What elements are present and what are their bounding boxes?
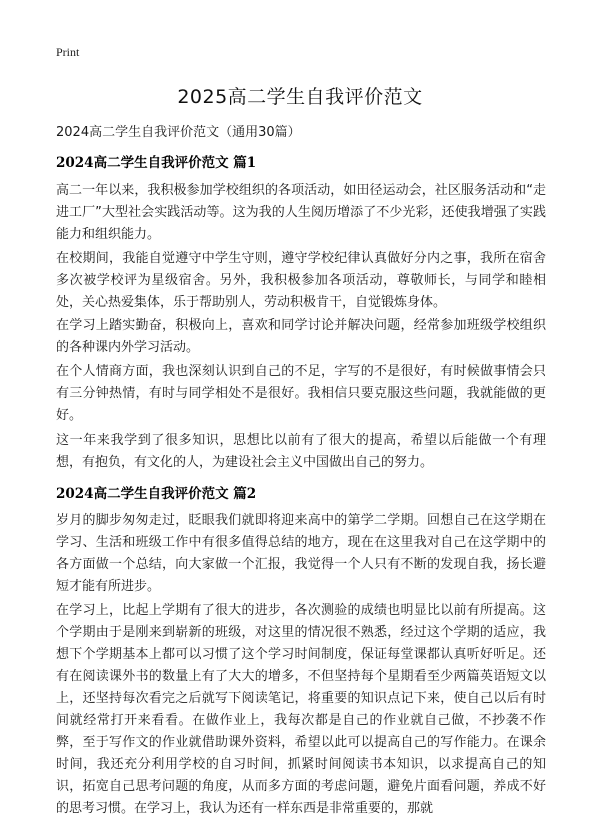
- paragraph: 这一年来我学到了很多知识，思想比以前有了很大的提高，希望以后能做一个有理想，有抱负，有文化的人，为建设社会主义中国做出自己的努力。: [56, 433, 546, 470]
- section-heading-1: 2024高二学生自我评价范文 篇1: [56, 155, 257, 171]
- paragraph: 在学习上，比起上学期有了很大的进步，各次测验的成绩也明显比以前有所提高。这个学期由于是刚来到崭新的班级，对这里的情况很不熟悉，经过这个学期的适应，我想下个学期基本上都可以习惯了这个学习时间制度，保证每堂课都认真听好听足。还有在阅读课外书的数量上有了大大的增多，不但坚持每个星期看至少两篇英语短文以上，还坚持每次看完之后就写下阅读笔记，将重要的知识点记下来，使自己以后有时间就经常打开来看看。在做作业上，我每次都是自己的作业就自己做，不抄袭不作弊，至于写作文的作业就借助课外资料，希望以此可以提高自己的写作能力。在课余时间，我还充分利用学校的自习时间，抓紧时间阅读书本知识，以求提高自己的知识，拓宽自己思考问题的角度，从而多方面的考虑问题，避免片面看问题，养成不好的思考习惯。在学习上，我认为还有一样东西是非常重要的，那就: [56, 603, 546, 816]
- paragraph: 岁月的脚步匆匆走过，眨眼我们就即将迎来高中的第学二学期。回想自己在这学期在学习、生活和班级工作中有很多值得总结的地方，现在在这里我对自己在这学期中的各方面做一个总结，向大家做一个汇报，我觉得一个人只有不断的发现自我，扬长避短才能有所进步。: [56, 513, 546, 594]
- page-title: 2025高二学生自我评价范文: [177, 86, 423, 108]
- paragraph: 在个人情商方面，我也深刻认识到自己的不足，字写的不是很好，有时候做事情会只有三分钟热情，有时与同学相处不是很好。我相信只要克服这些问题，我就能做的更好。: [56, 364, 546, 423]
- paragraph: 高二一年以来，我积极参加学校组织的各项活动，如田径运动会，社区服务活动和“走进工厂”大型社会实践活动等。这为我的人生阅历增添了不少光彩，还使我增强了实践能力和组织能力。: [56, 183, 546, 242]
- paragraph: 在学习上踏实勤奋，积极向上，喜欢和同学讨论并解决问题，经常参加班级学校组织的各种课内外学习活动。: [56, 318, 546, 355]
- paragraph: 在校期间，我能自觉遵守中学生守则，遵守学校纪律认真做好分内之事，我所在宿舍多次被学校评为星级宿舍。另外，我积极参加各项活动，尊敬师长，与同学和睦相处，关心热爱集体，乐于帮助别人，劳动积极肯干，自觉锻炼身体。: [56, 251, 546, 310]
- subtitle: 2024高二学生自我评价范文（通用30篇）: [56, 125, 301, 140]
- print-link[interactable]: Print: [56, 45, 80, 59]
- section-heading-2: 2024高二学生自我评价范文 篇2: [56, 486, 257, 502]
